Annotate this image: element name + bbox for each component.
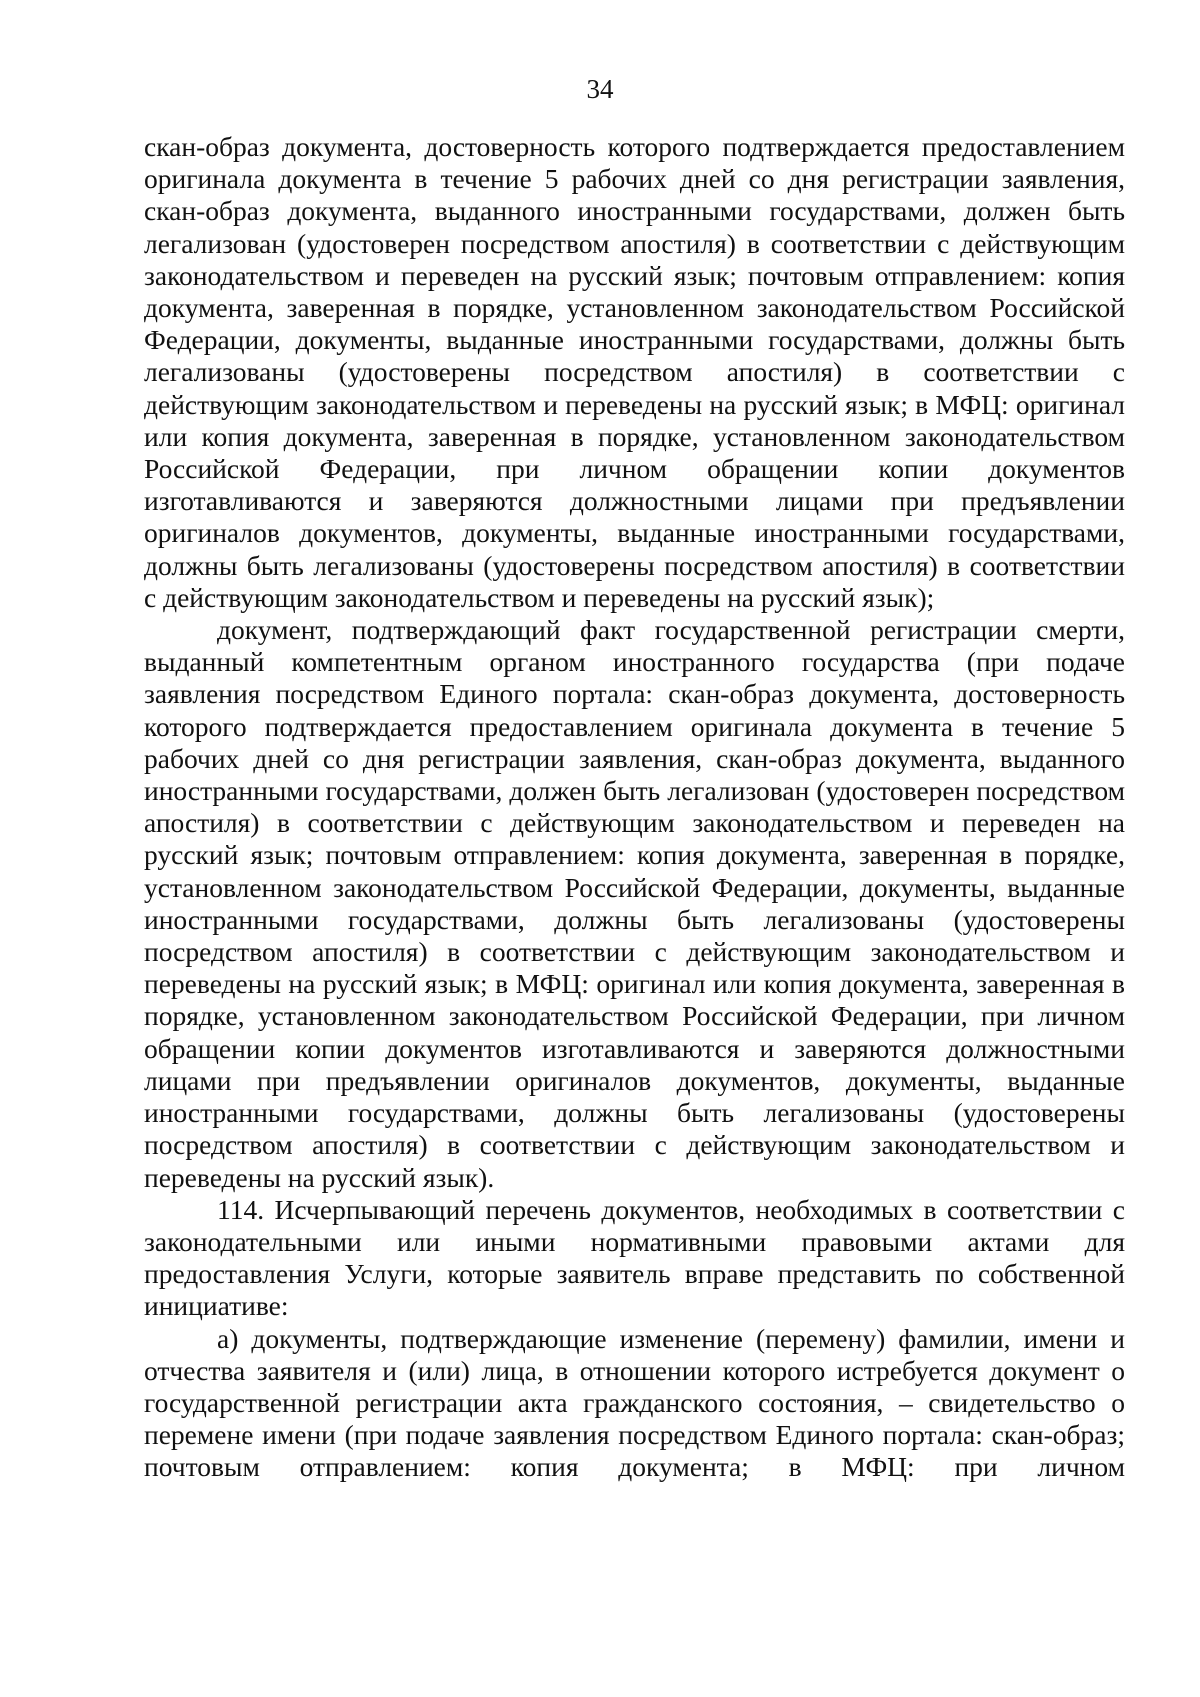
paragraph-death-registration-document: документ, подтверждающий факт государственной регистрации смерти, выданный компетентным органом иностранного государства (при подаче заявления посредством Единого портала: скан-образ документа, достоверность которого подтверждается предоставлением оригинала документа в течение 5 рабочих дней со дня регистрации заявления, скан-образ документа, выданного иностранными государствами, должен быть легализован (удостоверен посредством апостиля) в соответствии с действующим законодательством и переведен на русский язык; почтовым отправлением: копия документа, заверенная в порядке, установленном законодательством Российской Федерации, документы, выданные иностранными государствами, должны быть легализованы (удостоверены посредством апостиля) в соответствии с действующим законодательством и переведены на русский язык; в МФЦ: оригинал или копия документа, заверенная в порядке, установленном законодательством Российской Федерации, при личном обращении копии документов изготавливаются и заверяются должностными лицами при предъявлении оригиналов документов, документы, выданные иностранными государствами, должны быть легализованы (удостоверены посредством апостиля) в соответствии с действующим законодательством и переведены на русский язык).	[144, 614, 1125, 1193]
document-body	[144, 131, 1125, 1484]
paragraph-continuation: скан-образ документа, достоверность которого подтверждается предоставлением оригинала документа в течение 5 рабочих дней со дня регистрации заявления, скан-образ документа, выданного иностранными государствами, должен быть легализован (удостоверен посредством апостиля) в соответствии с действующим законодательством и переведен на русский язык; почтовым отправлением: копия документа, заверенная в порядке, установленном законодательством Российской Федерации, документы, выданные иностранными государствами, должны быть легализованы (удостоверены посредством апостиля) в соответствии с действующим законодательством и переведены на русский язык; в МФЦ: оригинал или копия документа, заверенная в порядке, установленном законодательством Российской Федерации, при личном обращении копии документов изготавливаются и заверяются должностными лицами при предъявлении оригиналов документов, документы, выданные иностранными государствами, должны быть легализованы (удостоверены посредством апостиля) в соответствии с действующим законодательством и переведены на русский язык);	[144, 131, 1125, 613]
paragraph-item-114: 114. Исчерпывающий перечень документов, необходимых в соответствии с законодательными или иными нормативными правовыми актами для предоставления Услуги, которые заявитель вправе представить по собственной инициативе:	[144, 1193, 1125, 1322]
paragraph-item-a: а) документы, подтверждающие изменение (перемену) фамилии, имени и отчества заявителя и (или) лица, в отношении которого истребуется документ о государственной регистрации акта гражданского состояния, – свидетельство о перемене имени (при подаче заявления посредством Единого портала: скан-образ; почтовым отправлением: копия документа; в МФЦ: при личном	[144, 1322, 1125, 1483]
page-number: 34	[586, 74, 614, 104]
